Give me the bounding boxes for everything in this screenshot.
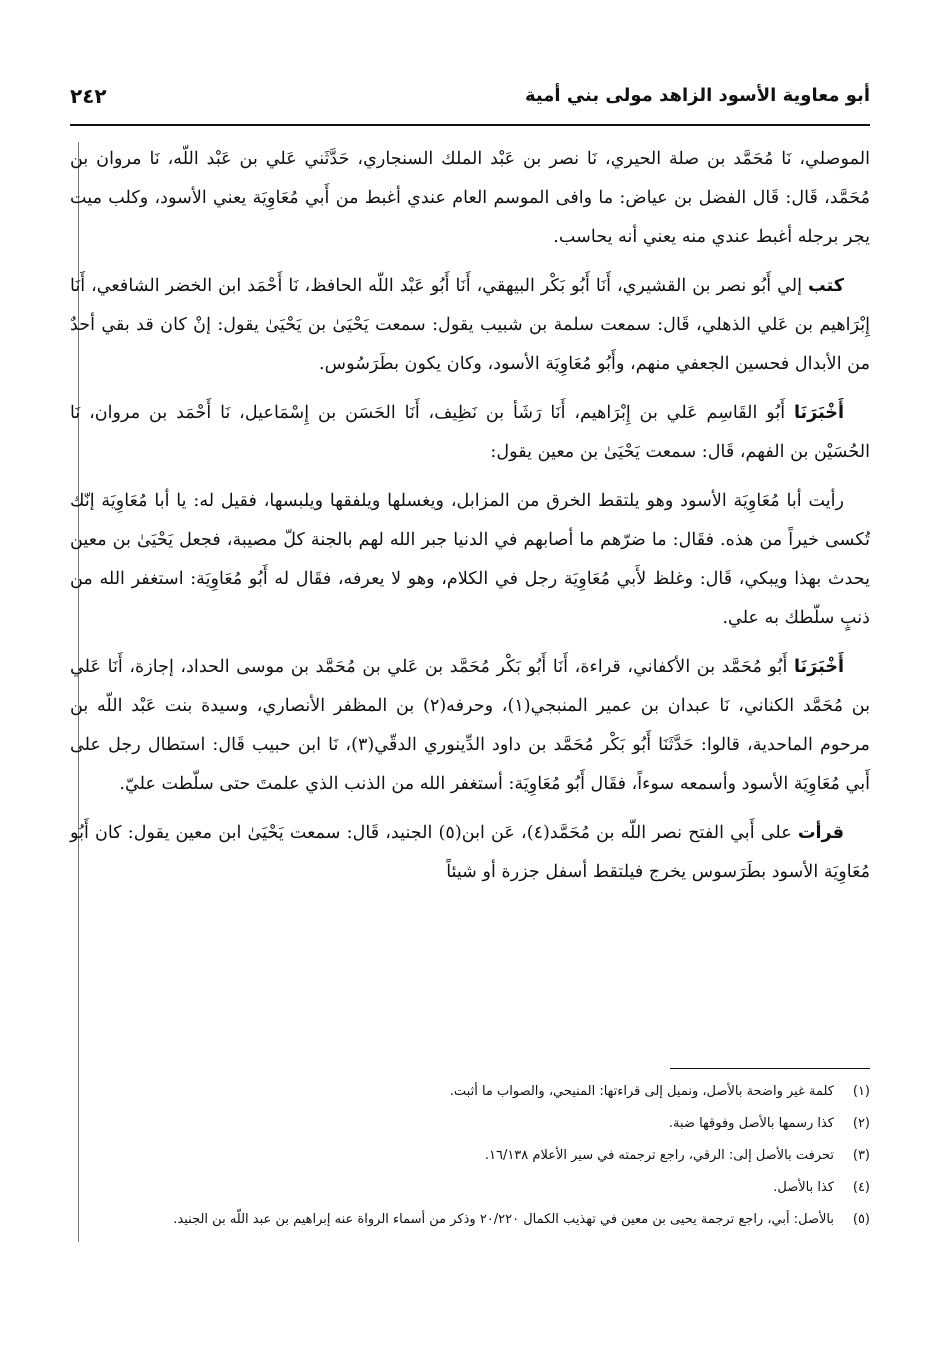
footnote-number: (٢) (852, 1116, 870, 1131)
footnote-number: (٣) (852, 1148, 870, 1163)
page-header (70, 82, 870, 120)
paragraph-keyword: قرأت (797, 823, 845, 843)
footnotes (70, 1076, 870, 1236)
footnote (70, 1076, 870, 1108)
page-number: ٢٤٢ (70, 84, 107, 108)
footnote-number: (٤) (852, 1180, 870, 1195)
paragraph-text: أَبُو القَاسِم عَلي بن إِبْرَاهيم، أَنَا رَشَأ بن نَظِيف، أَنَا الحَسَن بن إِسْمَاعيل، نَا أَحْمَد بن مروان، نَا الحُسَيْن بن الفهم، قَال: سمعت يَحْيَىٰ بن معين يقول: (70, 403, 870, 462)
paragraph-text: على أَبي الفتح نصر اللّه بن مُحَمَّد(٤)، عَن ابن(٥) الجنيد، قَال: سمعت يَحْيَىٰ ابن معين يقول: كان أَبُو مُعَاوِيَة الأسود بطَرَسوس يخرج فيلتقط أسفل جزرة أو شيئاً (70, 823, 870, 882)
paragraph (70, 648, 870, 804)
footnote (70, 1204, 870, 1236)
paragraph-text: الموصلي، نَا مُحَمَّد بن صلة الحيري، نَا نصر بن عَبْد الملك السنجاري، حَدَّثَني عَلي بن عَبْد اللّه، نَا مروان بن مُحَمَّد، قَال: قَال الفضل بن عياض: ما وافى الموسم العام عندي أغبط من أَبي مُعَاوِيَة يعني الأسود، وكلب ميت يجر برجله أغبط عندي منه يعني أنه يحاسب. (70, 149, 870, 247)
footnote-text: تحرفت بالأصل إلى: الرقي، راجع ترجمته في سير الأعلام ١٦/١٣٨. (484, 1148, 834, 1163)
footnote-text: كذا بالأصل. (773, 1180, 834, 1195)
paragraph-keyword: أَخْبَرَنَا (793, 657, 844, 677)
paragraph-keyword: أَخْبَرَنَا (793, 403, 845, 423)
footnote-text: كذا رسمها بالأصل وفوقها ضبة. (668, 1116, 834, 1131)
paragraph (70, 394, 870, 472)
paragraph (70, 267, 870, 384)
footnote-rule (670, 1068, 870, 1069)
paragraph (70, 482, 870, 638)
header-rule (70, 124, 870, 126)
footnote-number: (٥) (852, 1212, 870, 1227)
footnote (70, 1108, 870, 1140)
paragraph-keyword: كتب (807, 276, 844, 296)
footnote-number: (١) (852, 1084, 870, 1099)
paragraph-text: أَبُو مُحَمَّد بن الأكفاني، قراءة، أَنَا أَبُو بَكْر مُحَمَّد بن عَلي بن مُحَمَّد بن موسى الحداد، إجازة، أَنَا عَلي بن مُحَمَّد الكناني، نَا عبدان بن عمير المنبجي(١)، وحرفه(٢) بن المظفر الأنصاري، وسيدة بنت عَبْد اللّه بن مرحوم الماحدية، قالوا: حَدَّثَنَا أَبُو بَكْر مُحَمَّد بن داود الدِّينوري الدقّي(٣)، نَا ابن حبيب قَال: استطال رجل على أَبي مُعَاوِيَة الأسود وأسمعه سوءاً، فقَال أَبُو مُعَاوِيَة: أستغفر الله من الذنب الذي علمتَ حتى سلّطت عليّ. (70, 657, 870, 794)
running-title: أبو معاوية الأسود الزاهد مولى بني أمية (524, 85, 870, 106)
paragraph-text: رأيت أبا مُعَاوِيَة الأسود وهو يلتقط الخرق من المزابل، ويغسلها ويلفقها ويلبسها، فقيل له: يا أبا مُعَاوِيَة إنّك تُكسى خيراً من هذه. فقَال: ما ضرّهم ما أصابهم في الدنيا جبر الله لهم بالجنة كلّ مصيبة، فجعل يَحْيَىٰ بن معين يحدث بهذا ويبكي، قَال: وغلظ لأَبي مُعَاوِيَة رجل في الكلام، وهو لا يعرفه، فقَال له أَبُو مُعَاوِيَة: استغفر الله من ذنبٍ سلّطك به علي. (70, 491, 870, 628)
paragraph (70, 140, 870, 257)
footnote-text: بالأصل: أبي، راجع ترجمة يحيى بن معين في تهذيب الكمال ٢٠/٢٢٠ وذكر من أسماء الرواة عنه إبراهيم بن عبد اللّه بن الجنيد. (173, 1212, 834, 1227)
paragraph-text: إلي أَبُو نصر بن القشيري، أَنَا أَبُو بَكْر البيهقي، أَنَا أَبُو عَبْد اللّه الحافظ، نَا أَحْمَد ابن الخضر الشافعي، أَنَا إِبْرَاهيم بن عَلي الذهلي، قَال: سمعت سلمة بن شبيب يقول: سمعت يَحْيَىٰ بن يَحْيَىٰ يقول: إنْ كان قد بقي أحدٌ من الأبدال فحسين الجعفي منهم، وأَبُو مُعَاوِيَة الأسود، وكان يكون بطَرَسُوس. (70, 276, 870, 374)
footnote (70, 1140, 870, 1172)
main-text (70, 140, 870, 902)
paragraph (70, 814, 870, 892)
footnote (70, 1172, 870, 1204)
footnote-text: كلمة غير واضحة بالأصل، ونميل إلى قراءتها: المنيحي، والصواب ما أثبت. (449, 1084, 834, 1099)
